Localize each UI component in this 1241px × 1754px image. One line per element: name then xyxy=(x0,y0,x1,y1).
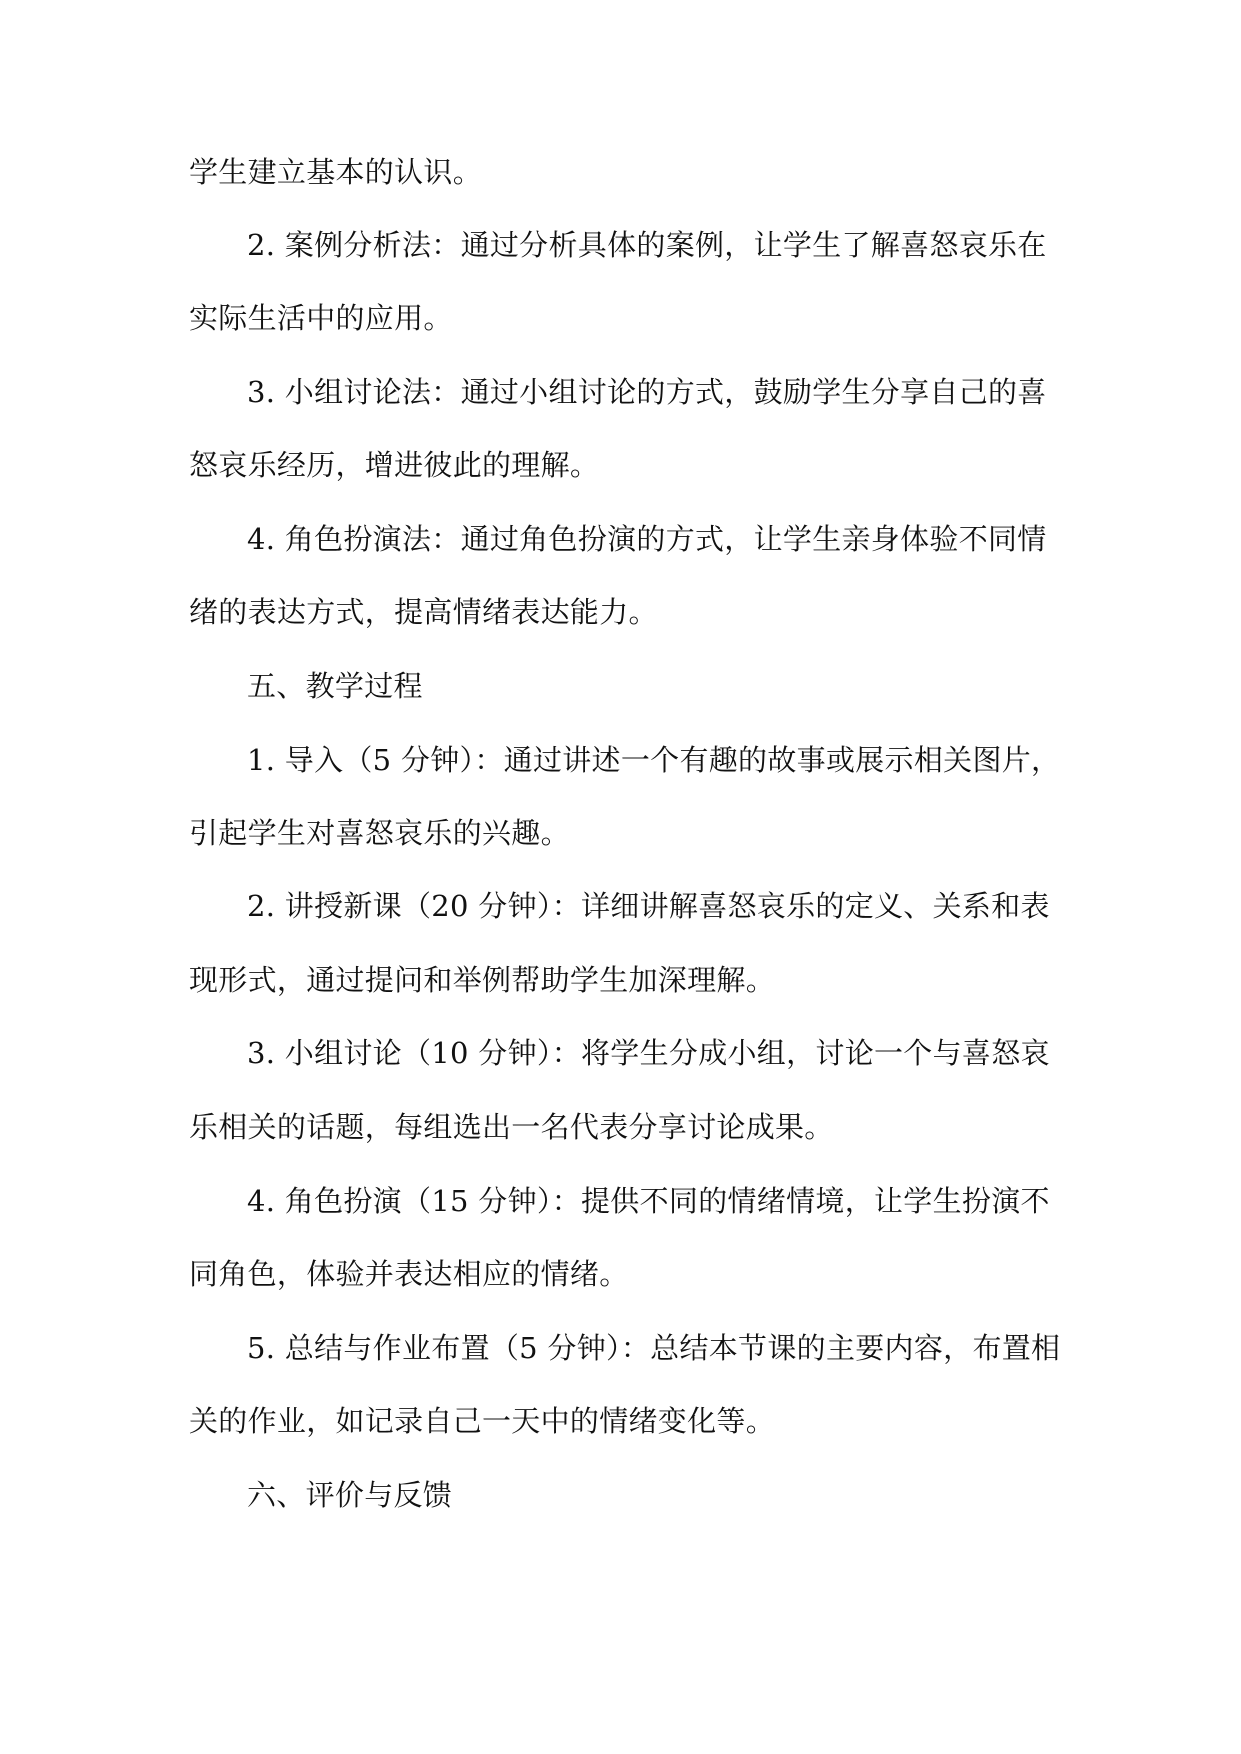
text-line: 怒哀乐经历，增进彼此的理解。 xyxy=(189,448,600,482)
text-line: 3. 小组讨论（10 分钟）：将学生分成小组，讨论一个与喜怒哀 xyxy=(247,1036,1050,1070)
text-line: 关的作业，如记录自己一天中的情绪变化等。 xyxy=(189,1404,776,1438)
text-line: 同角色，体验并表达相应的情绪。 xyxy=(189,1257,629,1291)
text-line: 引起学生对喜怒哀乐的兴趣。 xyxy=(189,816,570,850)
text-line: 4. 角色扮演（15 分钟）：提供不同的情绪情境，让学生扮演不 xyxy=(247,1184,1050,1218)
text-line: 实际生活中的应用。 xyxy=(189,301,453,335)
section-heading: 六、评价与反馈 xyxy=(247,1478,453,1512)
text-line: 2. 案例分析法：通过分析具体的案例，让学生了解喜怒哀乐在 xyxy=(247,228,1047,262)
text-line: 3. 小组讨论法：通过小组讨论的方式，鼓励学生分享自己的喜 xyxy=(247,375,1047,409)
text-line: 绪的表达方式，提高情绪表达能力。 xyxy=(189,595,658,629)
section-heading: 五、教学过程 xyxy=(247,669,423,703)
text-line: 现形式，通过提问和举例帮助学生加深理解。 xyxy=(189,963,776,997)
text-line: 乐相关的话题，每组选出一名代表分享讨论成果。 xyxy=(189,1110,834,1144)
text-line: 1. 导入（5 分钟）：通过讲述一个有趣的故事或展示相关图片， xyxy=(247,743,1061,777)
text-line: 4. 角色扮演法：通过角色扮演的方式，让学生亲身体验不同情 xyxy=(247,522,1047,556)
text-line: 5. 总结与作业布置（5 分钟）：总结本节课的主要内容，布置相 xyxy=(247,1331,1061,1365)
text-line: 学生建立基本的认识。 xyxy=(189,155,483,189)
text-line: 2. 讲授新课（20 分钟）：详细讲解喜怒哀乐的定义、关系和表 xyxy=(247,889,1050,923)
